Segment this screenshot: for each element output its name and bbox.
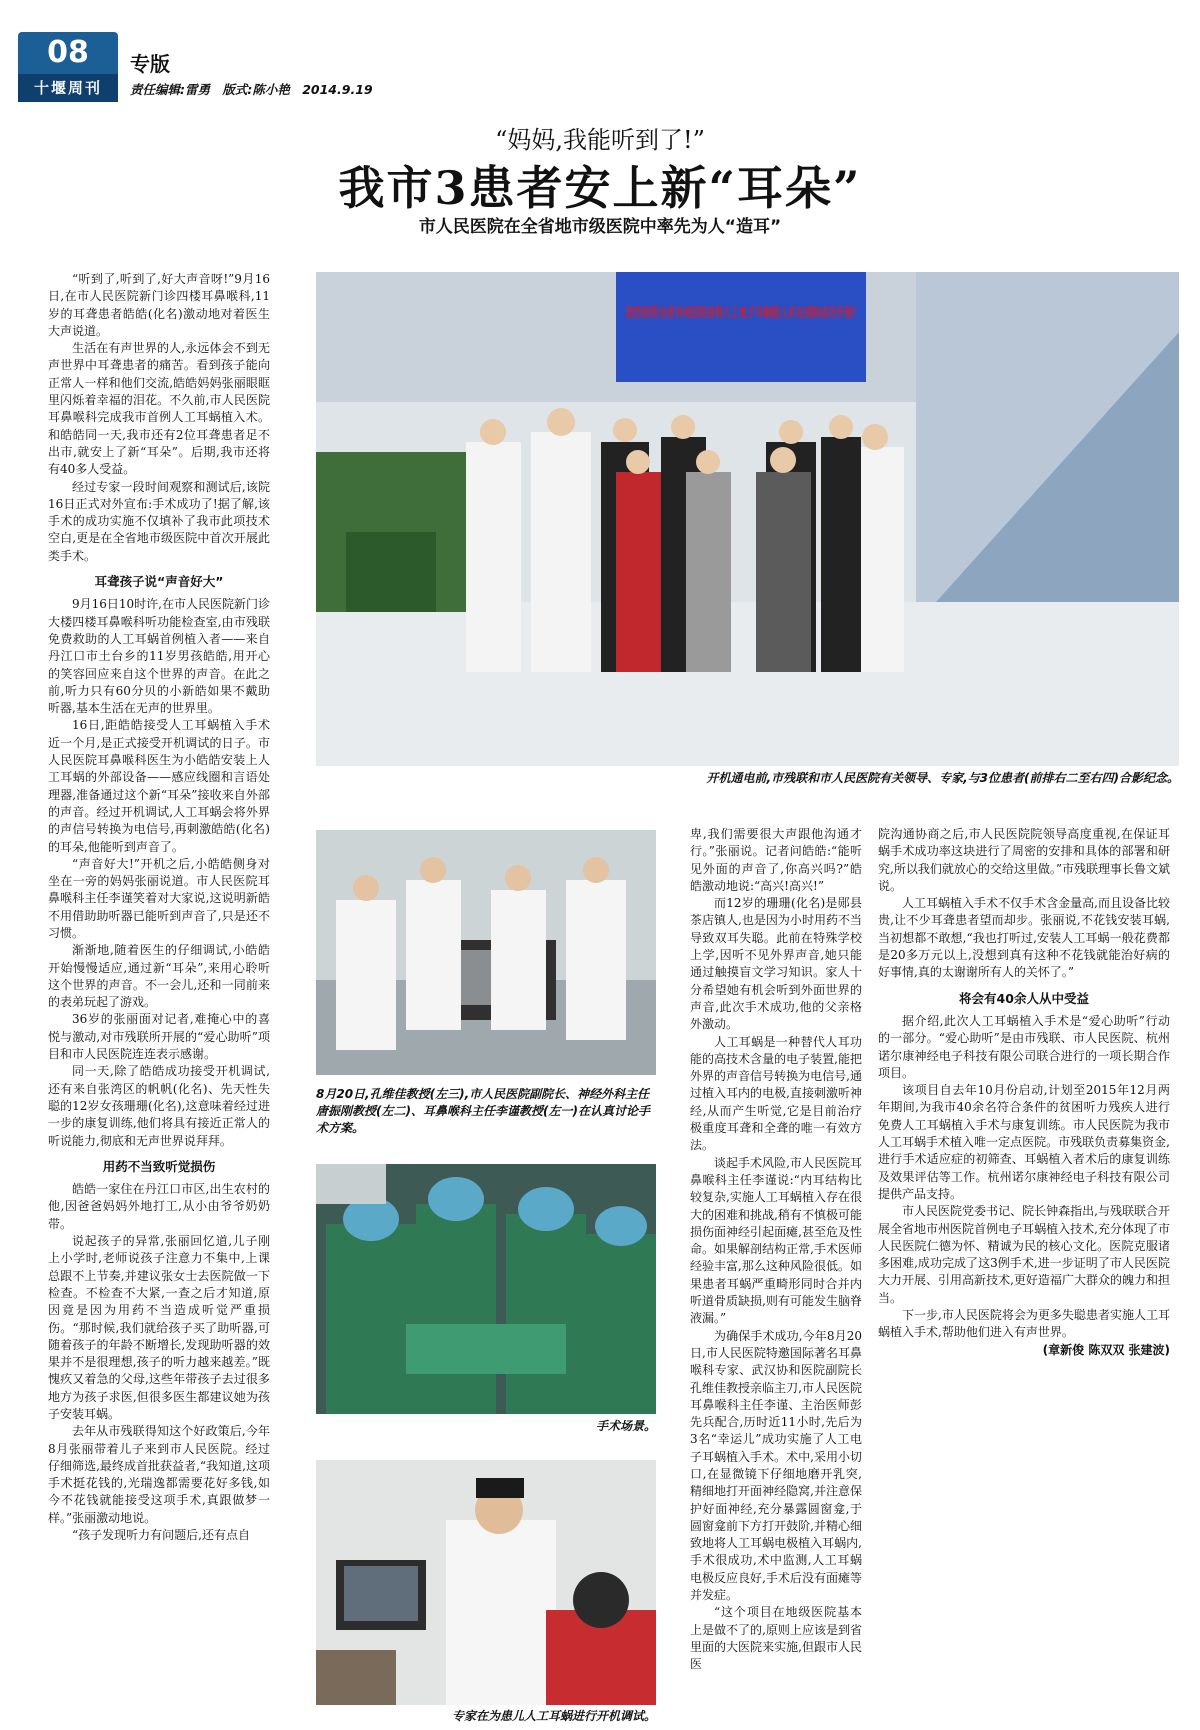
subsection-heading: 耳聋孩子说“声音好大” xyxy=(94,574,224,590)
editor: 责任编辑:雷勇 xyxy=(130,82,210,97)
paragraph: “这个项目在地级医院基本上是做不了的,原则上应该是到省里面的大医院来实施,但跟市人民医 xyxy=(690,1605,862,1672)
subsection-heading: 用药不当致听觉损伤 xyxy=(102,1158,216,1174)
section-name: 专版 xyxy=(130,52,170,76)
headline: 我市3患者安上新“耳朵” xyxy=(338,161,862,215)
paper-name: 十堰周刊 xyxy=(18,74,118,102)
surgery-photo xyxy=(316,1164,656,1414)
paragraph: 谈起手术风险,市人民医院耳鼻喉科主任李谨说:“内耳结构比较复杂,实施人工耳蜗植入存在很大的困难和挑战,稍有不慎极可能损伤面神经引起面瘫,甚至危及性命。如果解剖结构正常,手术医师经验丰富,那么这种风险很低。如果患者耳蜗严重畸形同时合并内听道骨质缺损,则有可能发生脑脊液漏。” xyxy=(690,1155,862,1326)
headline-kicker: “妈妈,我能听到了!” xyxy=(495,126,705,154)
issue-date: 2014.9.19 xyxy=(302,82,373,97)
paragraph: 经过专家一段时间观察和测试后,该院16日正式对外宣布:手术成功了!据了解,该手术的成功实施不仅填补了我市此项技术空白,更是在全省地市级医院中首次开展此类手术。 xyxy=(48,479,270,563)
paragraph: 而12岁的珊珊(化名)是郧县茶店镇人,也是因为小时用药不当导致双耳失聪。此前在特殊学校上学,因听不见外界声音,她只能通过触摸盲文学习知识。家人十分希望她有机会听到外面世界的声音,此次手术成功,他的父亲格外激动。 xyxy=(690,896,862,1032)
banner-text: 热烈祝贺全省市州医院首例人工电子耳蜗植入术在我院成功开展! xyxy=(626,306,996,321)
paragraph: 36岁的张丽面对记者,难掩心中的喜悦与激动,对市残联所开展的“爱心助听”项目和市人民医院连连表示感谢。 xyxy=(48,1012,270,1062)
article-column-1 xyxy=(48,271,270,1711)
byline: (章新俊 陈双双 张建波) xyxy=(1042,1342,1170,1357)
paragraph: 为确保手术成功,今年8月20日,市人民医院特邀国际著名耳鼻喉科专家、武汉协和医院副院长孔维佳教授亲临主刀,市人民医院耳鼻喉科主任李谨、主治医师彭先兵配合,历时近11小时,先后为3名“幸运儿”成功实施了人工电子耳蜗植入手术。术中,采用小切口,在显微镜下仔细地磨开乳突,精细地打开面神经隐窝,并注意保护好面神经,充分暴露圆窗龛,于圆窗龛前下方打开鼓阶,并精心细致地将人工耳蜗电极植入耳蜗内,手术很成功,术中监测,人工耳蜗电极反应良好,手术后没有面瘫等并发症。 xyxy=(690,1328,862,1603)
paragraph: “孩子发现听力有问题后,还有点自 xyxy=(72,1528,250,1543)
paragraph: 渐渐地,随着医生的仔细调试,小皓皓开始慢慢适应,通过新“耳朵”,来用心聆听这个世界的声音。不一会儿,还和一同前来的表弟玩起了游戏。 xyxy=(48,943,270,1010)
paragraph: 人工耳蜗植入手术不仅手术含金量高,而且设备比较贵,让不少耳聋患者望而却步。张丽说,不花钱安装耳蜗,当初想都不敢想,“我也打听过,安装人工耳蜗一般花费都是20多万元以上,没想到真有这种不花钱就能治好病的好事情,真的太谢谢所有人的关怀了。” xyxy=(878,896,1170,980)
fitting-photo-caption: 专家在为患儿人工耳蜗进行开机调试。 xyxy=(451,1709,656,1723)
paragraph: “听到了,听到了,好大声音呀!”9月16日,在市人民医院新门诊四楼耳鼻喉科,11岁的耳聋患者皓皓(化名)激动地对着医生大声说道。 xyxy=(48,272,270,338)
editor-line xyxy=(130,80,381,98)
page-tag xyxy=(18,32,118,102)
layout-editor: 版式:陈小艳 xyxy=(222,82,290,97)
paragraph: 同一天,除了皓皓成功接受开机调试,还有来自张湾区的帆帆(化名)、先天性失聪的12岁女孩珊珊(化名),这意味着经过进一步的康复训练,他们将具有接近正常人的听说能力,彻底和无声世界说拜拜。 xyxy=(48,1064,270,1148)
paragraph: 据介绍,此次人工耳蜗植入手术是“爱心助听”行动的一部分。“爱心助听”是由市残联、市人民医院、杭州诺尔康神经电子科技有限公司联合进行的一项长期合作项目。 xyxy=(878,1013,1170,1080)
discussion-photo xyxy=(316,830,656,1075)
paragraph: 该项目自去年10月份启动,计划至2015年12月两年期间,为我市40余名符合条件的贫困听力残疾人进行免费人工耳蜗植入手术与康复训练。市人民医院为我市人工耳蜗手术植入唯一定点医院。市残联负责募集资金,进行手术适应症的初筛查、耳蜗植入者术后的康复训练及效果评估等工作。杭州诺尔康神经电子科技有限公司提供产品支持。 xyxy=(878,1083,1170,1201)
main-group-photo xyxy=(316,272,1179,766)
paragraph: 院沟通协商之后,市人民医院院领导高度重视,在保证耳蜗手术成功率这块进行了周密的安排和具体的部署和研究,所以我们就放心的交给这里做。”市残联理事长鲁文斌说。 xyxy=(878,827,1170,893)
main-photo-caption: 开机通电前,市残联和市人民医院有关领导、专家,与3位患者(前排右二至右四)合影纪念。 xyxy=(706,771,1179,785)
subsection-heading: 将会有40余人从中受益 xyxy=(959,990,1089,1006)
paragraph: 人工耳蜗是一种替代人耳功能的高技术含量的电子装置,能把外界的声音信号转换为电信号,通过植入耳内的电极,直接刺激听神经,从而产生听觉,它是目前治疗极重度耳聋和全聋的唯一有效方法。 xyxy=(690,1034,862,1153)
paragraph: 说起孩子的异常,张丽回忆道,儿子刚上小学时,老师说孩子注意力不集中,上课总跟不上节奏,并建议张女士去医院做一下检查。不检查不大紧,一查之后才知道,原因竟是因为用药不当造成听觉严重损伤。“那时候,我们就给孩子买了助听器,可随着孩子的年龄不断增长,发现助听器的效果并不是很理想,孩子的听力越来越差。”既愧疚又着急的父母,这些年带孩子去过很多地方为孩子求医,但很多医生都建议她为孩子安装耳蜗。 xyxy=(48,1234,270,1421)
article-column-3 xyxy=(690,826,862,1716)
paragraph: 生活在有声世界的人,永远体会不到无声世界中耳聋患者的痛苦。看到孩子能向正常人一样和他们交流,皓皓妈妈张丽眼眶里闪烁着幸福的泪花。不久前,市人民医院耳鼻喉科完成我市首例人工耳蜗植入术。和皓皓同一天,我市还有2位耳聋患者足不出市,就安上了新“耳朵”。后期,我市还将有40多人受益。 xyxy=(48,341,270,477)
page-number: 08 xyxy=(18,32,118,74)
paragraph: 下一步,市人民医院将会为更多失聪患者实施人工耳蜗植入手术,帮助他们进入有声世界。 xyxy=(878,1308,1170,1340)
paragraph: 去年从市残联得知这个好政策后,今年8月张丽带着儿子来到市人民医院。经过仔细筛选,最终成首批获益者,“我知道,这项手术挺花钱的,光瑞逸都需要花好多钱,如今不花钱就能接受这项手术,真跟做梦一样。”张丽激动地说。 xyxy=(48,1424,270,1525)
paragraph: 卑,我们需要很大声跟他沟通才行。”张丽说。记者问皓皓:“能听见外面的声音了,你高兴吗?”皓皓激动地说:“高兴!高兴!” xyxy=(690,827,862,893)
paragraph: 皓皓一家住在丹江口市区,出生农村的他,因爸爸妈妈外地打工,从小由爷爷奶奶带。 xyxy=(48,1182,270,1231)
discussion-photo-caption: 8月20日,孔维佳教授(左三),市人民医院副院长、神经外科主任唐振刚教授(左二)、耳鼻喉科主任李谨教授(左一)在认真讨论手术方案。 xyxy=(316,1087,650,1135)
paragraph: 市人民医院党委书记、院长钟森指出,与残联联合开展全省地市州医院首例电子耳蜗植入技术,充分体现了市人民医院仁德为怀、精诚为民的核心文化。医院克服诸多困难,成功完成了这3例手术,进一步证明了市人民医院大力开展、引用高新技术,更好造福广大群众的魄力和担当。 xyxy=(878,1204,1170,1305)
subheadline: 市人民医院在全省地市级医院中率先为人“造耳” xyxy=(418,217,782,237)
paragraph: 9月16日10时许,在市人民医院新门诊大楼四楼耳鼻喉科听功能检查室,由市残联免费救助的人工耳蜗首例植入者——来自丹江口市土台乡的11岁男孩皓皓,用开心的笑容回应来自这个世界的声音。在此之前,听力只有60分贝的小新皓如果不戴助听器,基本生活在无声的世界里。 xyxy=(48,597,270,716)
article-column-4 xyxy=(878,826,1170,1716)
paragraph: “声音好大!”开机之后,小皓皓侧身对坐在一旁的妈妈张丽说道。市人民医院耳鼻喉科主任李谨笑着对大家说,这说明新皓不用借助助听器已能听到声音了,只是还不习惯。 xyxy=(48,856,270,940)
surgery-photo-caption: 手术场景。 xyxy=(595,1419,656,1433)
fitting-photo xyxy=(316,1460,656,1705)
paragraph: 16日,距皓皓接受人工耳蜗植入手术近一个月,是正式接受开机调试的日子。市人民医院耳鼻喉科医生为小皓皓安装上人工耳蜗的外部设备——感应线圈和言语处理器,准备通过这个新“耳朵”接收来自外部的声音。经过开机调试,人工耳蜗会将外界的声信号转换为电信号,再刺激皓皓(化名)的耳朵,他能听到声音了。 xyxy=(48,718,270,854)
